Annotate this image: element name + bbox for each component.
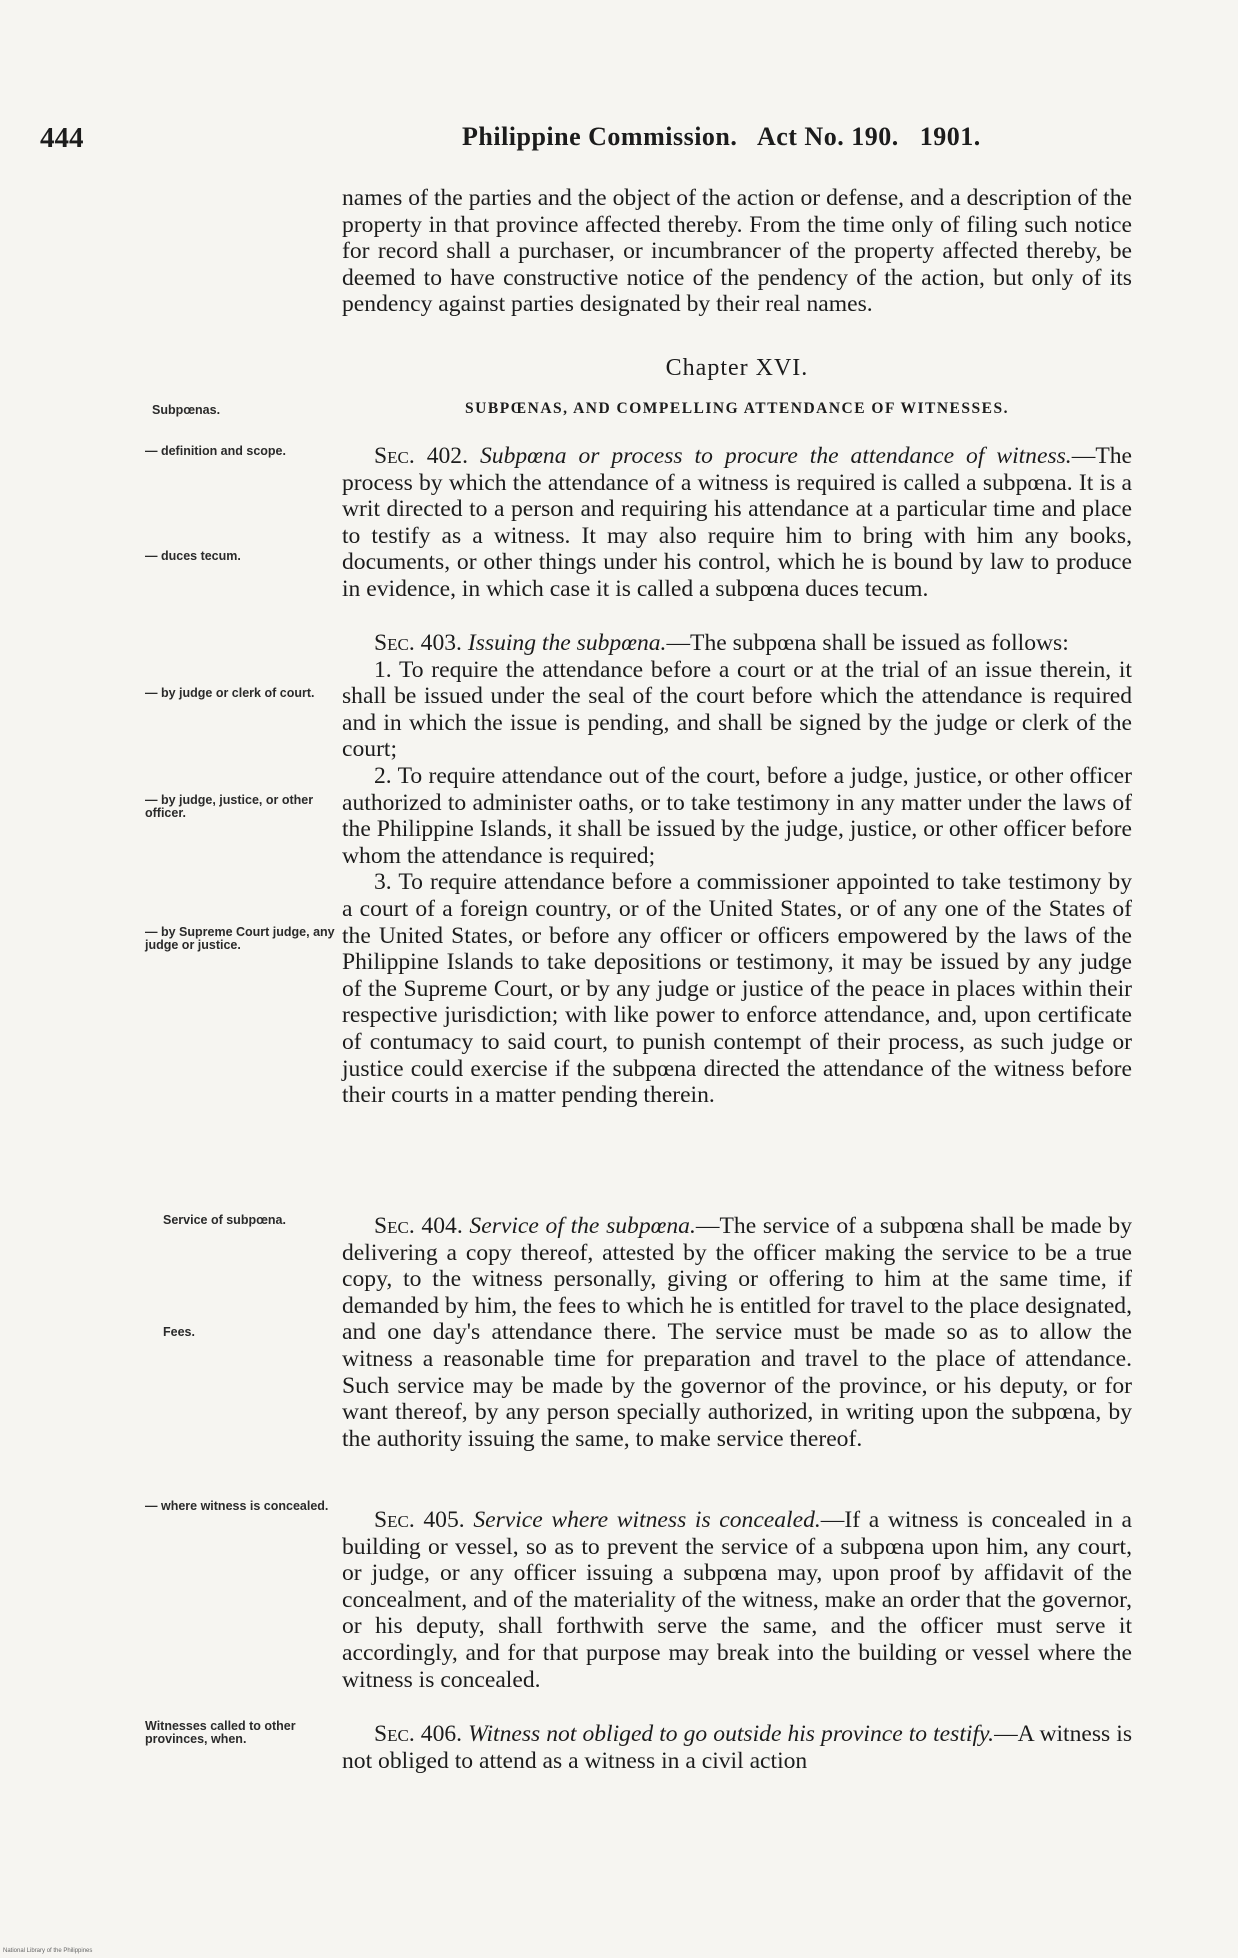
sec-402-title: Subpœna or process to procure the attendance of witness. [479, 443, 1072, 469]
sec-403-item-2: 2. To require attendance out of the court, before a judge, justice, or other officer authorized to administer oaths, or to take testimony in any matter under the laws of the Philippine Islands, it shall be issued by the judge, justice, or other officer before whom the attendance is required; [342, 762, 1132, 869]
sec-405-number: Sec. 405. [374, 1507, 465, 1533]
running-head: Philippine Commission. Act No. 190. 1901. [462, 122, 981, 151]
margin-note-duces-tecum: — duces tecum. [145, 549, 241, 563]
margin-note-by-judge-clerk: — by judge or clerk of court. [145, 686, 315, 700]
margin-note-definition: — definition and scope. [145, 444, 286, 458]
section-404 [342, 1213, 1132, 1452]
sec-406-title: Witness not obliged to go outside his province to testify. [468, 1721, 995, 1747]
margin-note-service: Service of subpœna. [163, 1213, 286, 1227]
sec-406-number: Sec. 406. [374, 1721, 463, 1747]
margin-note-by-supreme-court: — by Supreme Court judge, any judge or justice. [145, 925, 335, 952]
sec-403-title: Issuing the subpœna. [467, 630, 667, 656]
margin-note-fees: Fees. [163, 1325, 195, 1339]
sec-403-text: —The subpœna shall be issued as follows: [666, 630, 1069, 656]
sec-402-number: Sec. 402. [374, 443, 468, 469]
section-405 [342, 1507, 1132, 1693]
sec-405-text: —If a witness is concealed in a building or vessel, so as to prevent the service of a subpœna upon him, any court, or judge, or any officer issuing a subpœna may, upon proof by affidavit of the concealment, and of the materiality of the witness, make an order that the governor, or his deputy, shall forthwith serve the same, and the officer must serve it accordingly, and for that purpose may break into the building or vessel where the witness is concealed. [342, 1507, 1133, 1693]
margin-note-other-provinces: Witnesses called to other provinces, when. [145, 1719, 296, 1746]
chapter-title: Chapter XVI. [665, 355, 809, 381]
intro-paragraph [342, 185, 1132, 318]
sec-404-text: —The service of a subpœna shall be made by delivering a copy thereof, attested by the officer making the service to be a true copy, to the witness personally, giving or offering to him at the same time, if demanded by him, the fees to which he is entitled for travel to the place designated, and one day's attendance there. The service must be made so as to allow the witness a reasonable time for preparation and travel to the place of attendance. Such service may be made by the governor of the province, or his deputy, or for want thereof, by any person specially authorized, in writing upon the subpœna, by the authority issuing the same, to make service thereof. [342, 1213, 1132, 1452]
section-402 [342, 443, 1132, 603]
sec-405-title: Service where witness is concealed. [473, 1507, 821, 1533]
chapter-heading: SUBPŒNAS, AND COMPELLING ATTENDANCE OF WITNESSES. [465, 400, 1009, 417]
sec-404-title: Service of the subpœna. [469, 1213, 696, 1239]
section-403 [342, 630, 1132, 1109]
margin-note-by-judge-justice: — by judge, justice, or other officer. [145, 793, 314, 820]
page-number: 444 [40, 122, 84, 154]
footer-credit: National Library of the Philippines [3, 1948, 93, 1954]
sec-403-item-1: 1. To require the attendance before a court or at the trial of an issue therein, it shall be issued under the seal of the court before which the attendance is required and in which the issue is pending, and shall be signed by the judge or clerk of the court; [342, 656, 1132, 763]
sec-406-text: —A witness is not obliged to attend as a witness in a civil action [342, 1721, 1132, 1774]
section-406 [342, 1721, 1132, 1774]
margin-note-concealed: — where witness is concealed. [145, 1499, 329, 1513]
sec-404-number: Sec. 404. [374, 1213, 463, 1239]
intro-text: names of the parties and the object of the action or defense, and a description of the property in that province affected thereby. From the time only of filing such notice for record shall a purchaser, or incumbrancer of the property affected thereby, be deemed to have constructive notice of the pendency of the action, but only of its pendency against parties designated by their real names. [342, 185, 1132, 318]
sec-403-number: Sec. 403. [374, 630, 462, 656]
margin-note-subpoenas: Subpœnas. [152, 403, 221, 417]
sec-402-text: —The process by which the attendance of a witness is required is called a subpœna. It is a writ directed to a person and requiring his attendance at a particular time and place to testify as a witness. It may also require him to bring with him any books, documents, or other things under his control, which he is bound by law to produce in evidence, in which case it is called a subpœna duces tecum. [342, 443, 1132, 602]
sec-403-item-3: 3. To require attendance before a commissioner appointed to take testimony by a court of a foreign country, or of the United States, or of any one of the States of the United States, or before any officer or officers empowered by the laws of the Philippine Islands to take depositions or testimony, it may be issued by any judge of the Supreme Court, or by any judge or justice of the peace in places within their respective jurisdiction; with like power to enforce attendance, and, upon certificate of contumacy to said court, to punish contempt of their process, as such judge or justice could exercise if the subpœna directed the attendance of the witness before their courts in a matter pending therein. [342, 869, 1132, 1109]
